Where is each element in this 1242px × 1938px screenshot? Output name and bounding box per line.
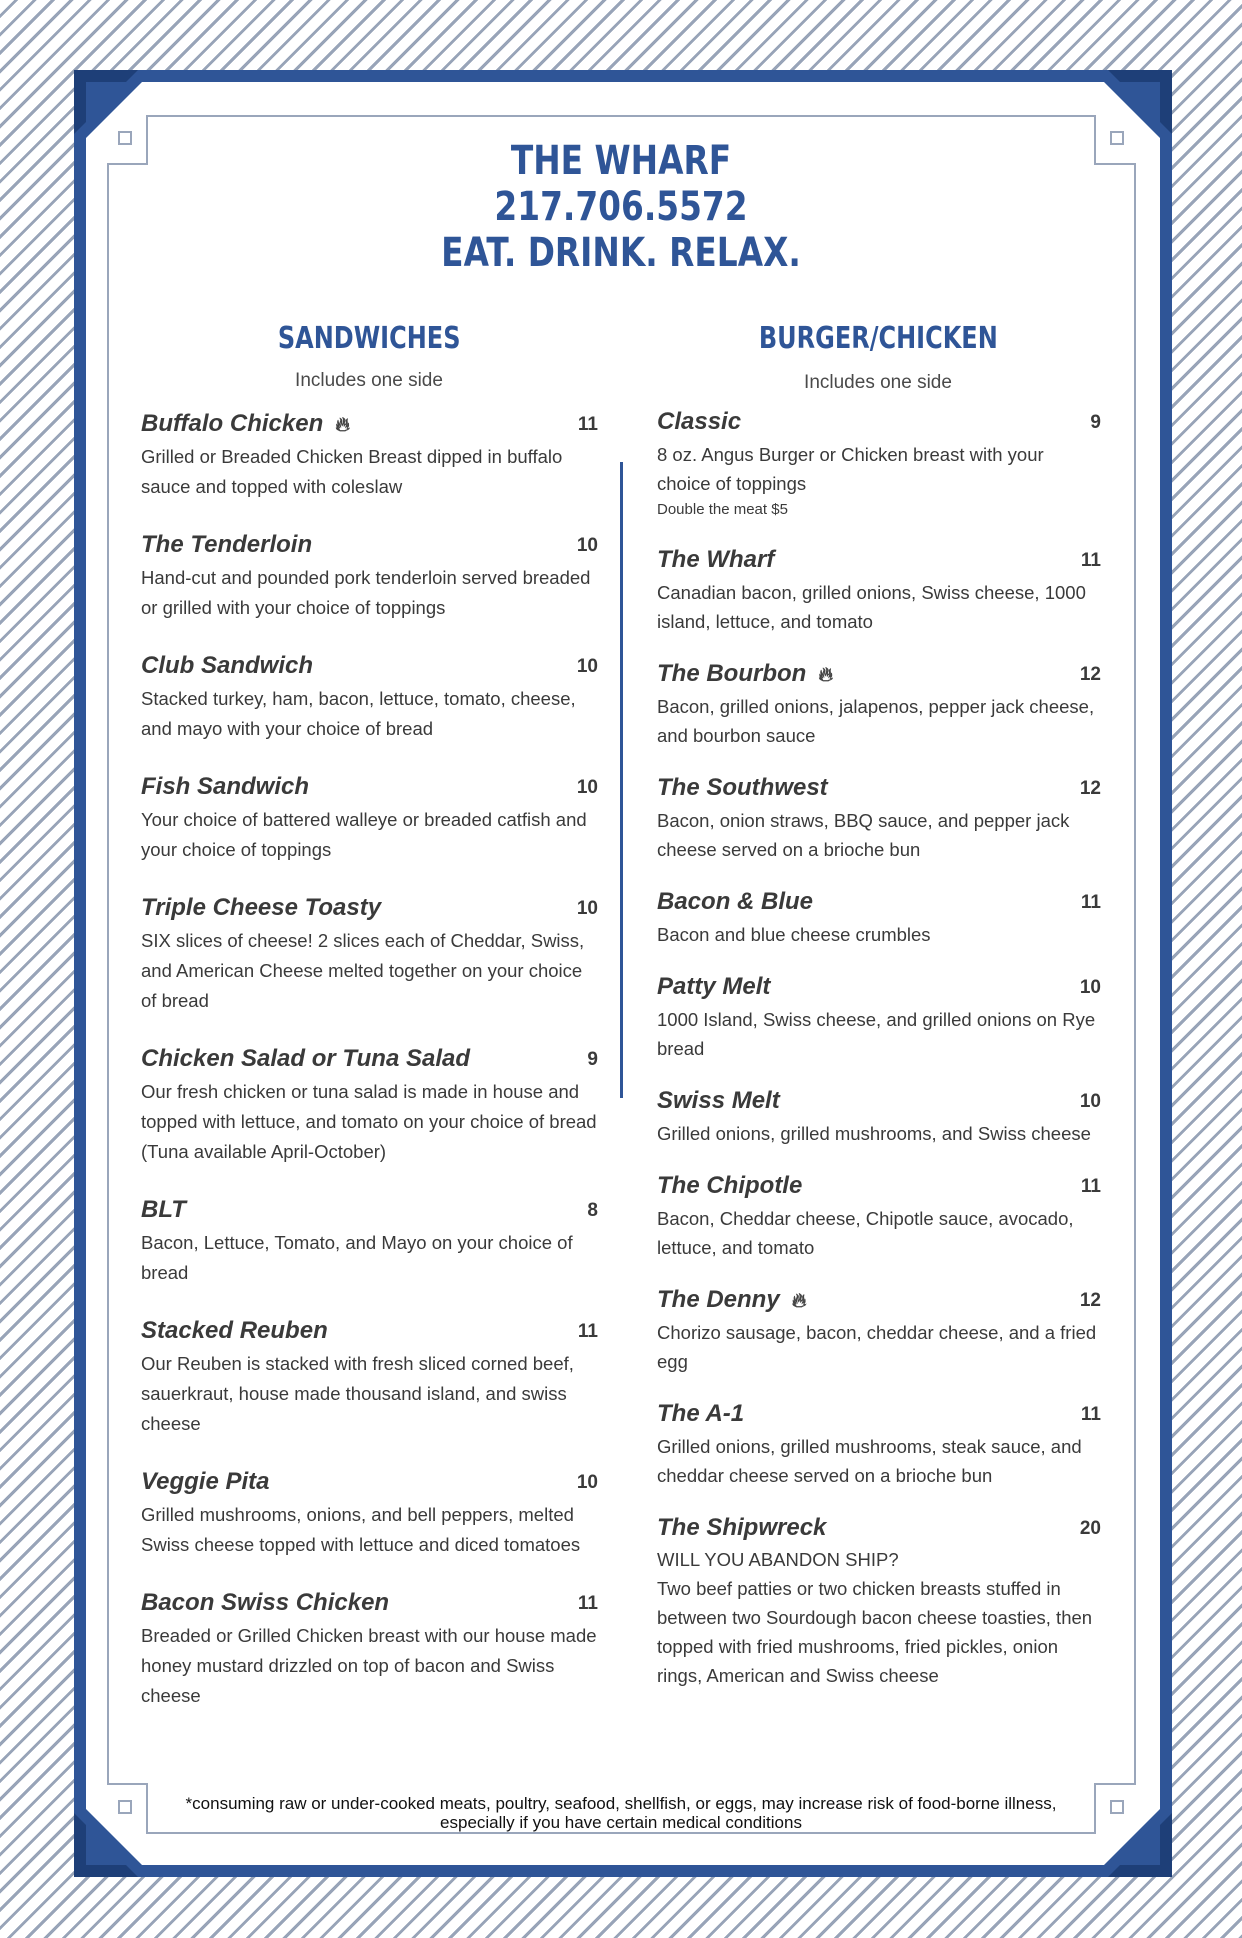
burgers-title: BURGER/CHICKEN: [758, 321, 998, 356]
menu-item: [141, 1466, 598, 1560]
item-description: Hand-cut and pounded pork tenderloin served breaded or grilled with your choice of toppings: [141, 567, 591, 618]
column-divider: [620, 462, 623, 1098]
item-description: Bacon, Lettuce, Tomato, and Mayo on your choice of bread: [141, 1232, 573, 1283]
menu-item: [657, 1085, 1101, 1148]
item-name: Fish Sandwich: [141, 773, 310, 800]
item-price: 10: [576, 898, 598, 919]
item-description: Bacon, onion straws, BBQ sauce, and pepper jack cheese served on a brioche bun: [657, 810, 1070, 860]
item-description: Grilled onions, grilled mushrooms, and Swiss cheese: [657, 1123, 1091, 1144]
menu-item: [657, 406, 1101, 522]
menu-item: [657, 544, 1101, 636]
item-description: Our fresh chicken or tuna salad is made in house and topped with lettuce, and tomato on your choice of bread (Tuna available April-October): [141, 1081, 597, 1162]
tagline: EAT. DRINK. RELAX.: [441, 230, 801, 276]
item-price: 9: [1090, 412, 1101, 433]
item-note: Double the meat $5: [657, 501, 788, 518]
item-name: The Bourbon 🔥︎: [657, 660, 833, 687]
border-line: [146, 115, 148, 165]
item-name: Bacon Swiss Chicken: [141, 1589, 390, 1616]
item-name: Patty Melt: [657, 973, 771, 1000]
item-description: Chorizo sausage, bacon, cheddar cheese, and a fried egg: [657, 1322, 1097, 1372]
menu-item: [141, 650, 598, 744]
border-line: [1094, 1783, 1096, 1834]
item-tagline: WILL YOU ABANDON SHIP?: [657, 1549, 899, 1570]
item-price: 12: [1079, 664, 1101, 685]
item-price: 10: [576, 535, 598, 556]
item-description: Grilled or Breaded Chicken Breast dipped in buffalo sauce and topped with coleslaw: [141, 446, 563, 497]
item-price: 10: [1079, 977, 1101, 998]
item-description: Your choice of battered walleye or breaded catfish and your choice of toppings: [141, 809, 587, 860]
item-description: 8 oz. Angus Burger or Chicken breast with your choice of toppings: [657, 444, 1044, 494]
menu-item: [141, 529, 598, 623]
menu-item: [657, 658, 1101, 750]
menu-item: [657, 1512, 1101, 1690]
item-name: Bacon & Blue: [657, 888, 814, 915]
burgers-subtitle: Includes one side: [804, 372, 952, 393]
panel-corner: [1104, 1809, 1160, 1865]
item-description: 1000 Island, Swiss cheese, and grilled onions on Rye bread: [657, 1009, 1096, 1059]
menu-item: [657, 971, 1101, 1063]
menu-item: [657, 1284, 1101, 1376]
panel-corner: [86, 1809, 142, 1865]
menu-header: [300, 138, 942, 276]
sandwiches-title: SANDWICHES: [277, 321, 461, 356]
item-name: The Chipotle: [657, 1172, 803, 1199]
border-line: [1134, 165, 1136, 1783]
item-name: Stacked Reuben: [141, 1317, 328, 1344]
item-description: Stacked turkey, ham, bacon, lettuce, tomato, cheese, and mayo with your choice of bread: [141, 688, 576, 739]
menu-item: [141, 892, 598, 1016]
sandwiches-subtitle: Includes one side: [295, 370, 443, 391]
item-name: BLT: [141, 1196, 186, 1223]
menu-item: [657, 1170, 1101, 1262]
item-name: Chicken Salad or Tuna Salad: [141, 1045, 470, 1072]
item-price: 10: [1079, 1091, 1101, 1112]
item-price: 10: [576, 777, 598, 798]
border-line: [107, 163, 148, 165]
item-price: 11: [577, 414, 598, 435]
item-name: The Tenderloin: [141, 531, 313, 558]
item-description: Bacon, grilled onions, jalapenos, pepper jack cheese, and bourbon sauce: [657, 696, 1095, 746]
border-line: [1094, 115, 1096, 165]
item-name: The Denny 🔥︎: [657, 1286, 807, 1313]
item-name: Buffalo Chicken 🔥︎: [141, 410, 350, 437]
item-price: 11: [577, 1321, 598, 1342]
item-description: Breaded or Grilled Chicken breast with our house made honey mustard drizzled on top of bacon and Swiss cheese: [141, 1625, 597, 1706]
border-line: [148, 1832, 1094, 1834]
sandwiches-list: [141, 408, 598, 1711]
item-description: Grilled onions, grilled mushrooms, steak sauce, and cheddar cheese served on a brioche bun: [657, 1436, 1082, 1486]
item-price: 12: [1079, 778, 1101, 799]
menu-item: [141, 1315, 598, 1439]
item-description: Two beef patties or two chicken breasts stuffed in between two Sourdough bacon cheese toasties, then topped with fried mushrooms, fried pickles, onion rings, American and Swiss cheese: [657, 1578, 1093, 1686]
item-price: 20: [1079, 1518, 1101, 1539]
restaurant-name: THE WHARF: [510, 138, 732, 184]
panel-corner: [1104, 82, 1160, 138]
border-line: [146, 1783, 148, 1834]
item-price: 11: [1080, 1404, 1101, 1425]
phone-number: 217.706.5572: [494, 184, 748, 230]
flame-icon: 🔥︎: [818, 664, 833, 686]
panel-corner: [86, 82, 142, 138]
border-line: [1094, 1783, 1136, 1785]
item-name: The Southwest: [657, 774, 828, 801]
corner-ornament: [118, 1800, 132, 1814]
border-line: [107, 165, 109, 1783]
item-price: 9: [587, 1049, 598, 1070]
food-safety-disclaimer: *consuming raw or under-cooked meats, poultry, seafood, shellfish, or eggs, may increase risk of food-borne illness, especially if you have certain medical conditions: [185, 1794, 1057, 1832]
burgers-list: [657, 406, 1101, 1690]
item-name: Swiss Melt: [657, 1087, 780, 1114]
border-line: [1094, 163, 1136, 165]
item-name: Club Sandwich: [141, 652, 314, 679]
item-description: Grilled mushrooms, onions, and bell peppers, melted Swiss cheese topped with lettuce and diced tomatoes: [141, 1504, 581, 1555]
item-description: Bacon and blue cheese crumbles: [657, 924, 931, 945]
item-name: Classic: [657, 408, 742, 435]
menu-item: [657, 1398, 1101, 1490]
item-name: The Wharf: [657, 546, 775, 573]
flame-icon: 🔥︎: [335, 414, 350, 436]
item-description: Our Reuben is stacked with fresh sliced corned beef, sauerkraut, house made thousand island, and swiss cheese: [141, 1353, 574, 1434]
item-description: Bacon, Cheddar cheese, Chipotle sauce, avocado, lettuce, and tomato: [657, 1208, 1074, 1258]
item-price: 10: [576, 1472, 598, 1493]
menu-item: [141, 1194, 598, 1288]
item-price: 11: [1080, 1176, 1101, 1197]
item-price: 10: [576, 656, 598, 677]
corner-ornament: [118, 131, 132, 145]
item-name: Triple Cheese Toasty: [141, 894, 382, 921]
item-description: SIX slices of cheese! 2 slices each of Cheddar, Swiss, and American Cheese melted together on your choice of bread: [141, 930, 585, 1011]
menu-item: [141, 1587, 598, 1711]
flame-icon: 🔥︎: [791, 1290, 807, 1312]
border-line: [107, 1783, 148, 1785]
item-name: The A-1: [657, 1400, 745, 1427]
menu-item: [657, 886, 1101, 949]
menu-item: [657, 772, 1101, 864]
border-line: [148, 115, 1094, 117]
item-price: 11: [1080, 892, 1101, 913]
item-description: Canadian bacon, grilled onions, Swiss cheese, 1000 island, lettuce, and tomato: [657, 582, 1086, 632]
menu-item: [141, 408, 598, 502]
item-name: Veggie Pita: [141, 1468, 270, 1495]
item-name: The Shipwreck: [657, 1514, 827, 1541]
item-price: 8: [587, 1200, 598, 1221]
corner-ornament: [1110, 1800, 1124, 1814]
menu-item: [141, 1043, 598, 1167]
menu-item: [141, 771, 598, 865]
item-price: 11: [577, 1593, 598, 1614]
item-price: 12: [1079, 1290, 1101, 1311]
corner-ornament: [1110, 131, 1124, 145]
item-price: 11: [1080, 550, 1101, 571]
